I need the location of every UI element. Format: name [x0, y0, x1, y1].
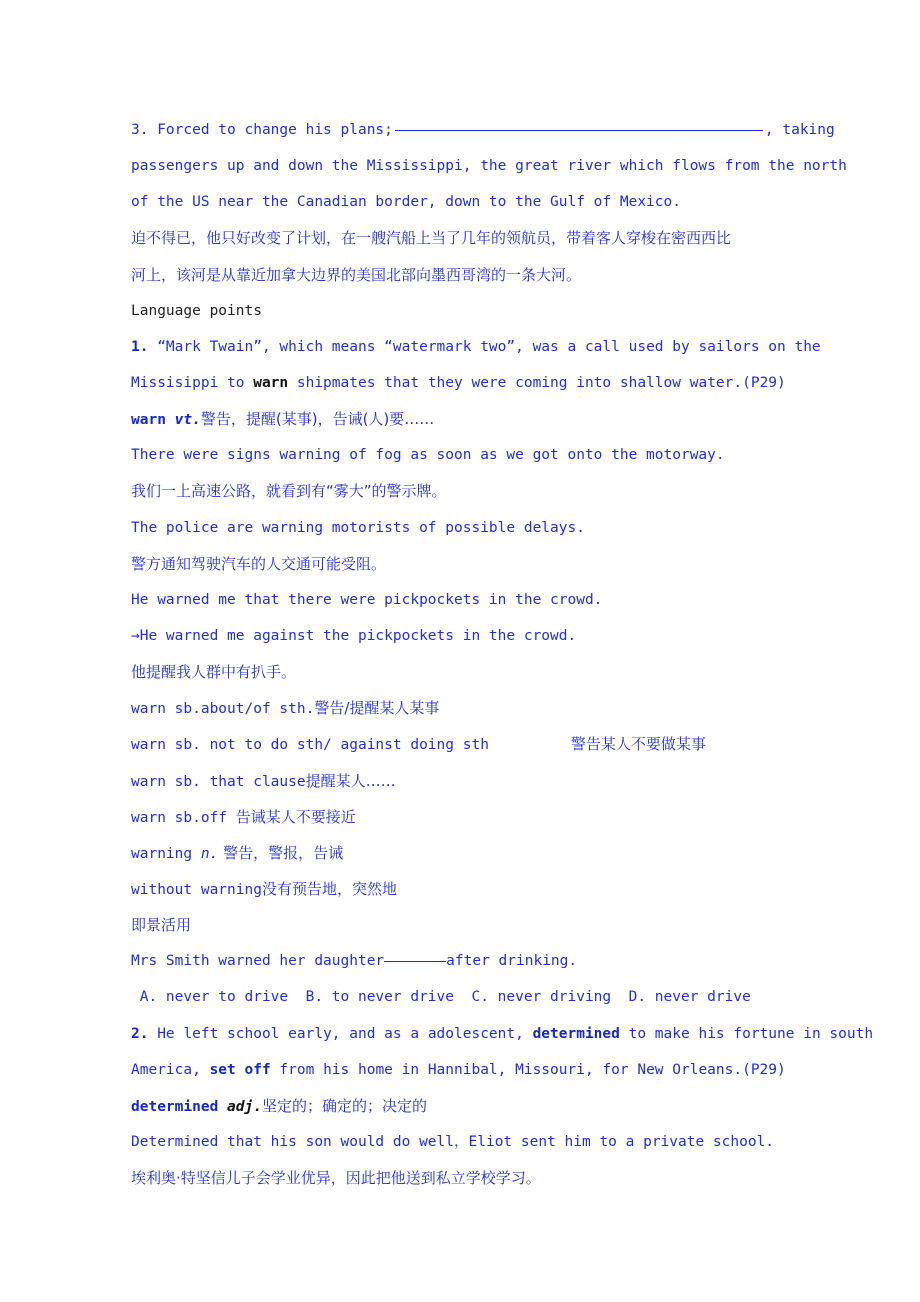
phrase-line: [131, 690, 831, 726]
example-en: Determined that his son would do well，Eliot sent him to a private school.: [131, 1133, 775, 1150]
point1-line2: [131, 365, 831, 401]
text: they were: [419, 374, 507, 391]
example-zh: 警方通知驾驶汽车的人交通可能受阻。: [131, 554, 387, 573]
example-en: →He warned me against the pickpockets in the crowd.: [131, 627, 577, 644]
example-en: The police are warning motorists of possible delays.: [131, 519, 585, 536]
definition-zh: 警告，提醒(某事)，告诫(人)要……: [200, 410, 435, 429]
section3-zh2: 河上，该河是从靠近加拿大边界的美国北部向墨西哥湾的一条大河。: [131, 265, 582, 284]
text: from his home in Hannibal, Missouri, for New Orleans.(P29): [270, 1061, 786, 1078]
point1-line1: [131, 329, 831, 365]
point1-definition: [131, 401, 831, 437]
text: America,: [131, 1061, 210, 1078]
definition-zh: 坚定的；确定的；决定的: [261, 1096, 427, 1115]
text: coming into shallow water.(P29): [506, 374, 786, 391]
phrase-zh: 提醒某人……: [305, 771, 396, 790]
phrase-en: warn sb.off: [131, 809, 236, 826]
answer-blank: [395, 129, 763, 131]
text: to make his fortune in south: [619, 1025, 874, 1042]
section3-line1: [131, 112, 835, 148]
practice-options: A. never to drive B. to never drive C. never driving D. never drive: [131, 989, 751, 1006]
example-en: He warned me that there were pickpockets in the crowd.: [131, 591, 603, 608]
practice-question: [131, 943, 831, 979]
point-number: 2.: [131, 1025, 149, 1042]
point2-line1: [131, 1016, 874, 1052]
text: “Mark Twain”, which means “watermark two”, was a call used by sailors on the: [148, 338, 821, 355]
section3-zh1: 迫不得已，他只好改变了计划，在一艘汽船上当了几年的领航员，带着客人穿梭在密西西比: [131, 229, 732, 248]
point2-line2: [131, 1052, 831, 1088]
phrase-line: [131, 799, 831, 835]
phrase-zh: 没有预告地，突然地: [261, 879, 397, 898]
example-en: There were signs warning of fog as soon as we got onto the motorway.: [131, 447, 725, 464]
point2-definition: [131, 1088, 831, 1124]
text: He left school early, and as a adolescent,: [148, 1025, 533, 1042]
phrase-en: warn sb.about/of sth.: [131, 701, 315, 718]
text: after drinking.: [446, 953, 578, 970]
answer-blank: [384, 960, 446, 962]
keyword: determined: [131, 1098, 228, 1115]
phrase-line: [131, 763, 831, 799]
keyword: warn: [253, 374, 289, 391]
example-zh: 埃利奥·特坚信儿子会学业优异，因此把他送到私立学校学习。: [131, 1169, 541, 1188]
phrase-en: without warning: [131, 881, 262, 898]
section-heading: Language points: [131, 302, 262, 319]
text: Missisippi to: [131, 374, 254, 391]
phrase-line: [131, 726, 831, 762]
part-of-speech: n.: [200, 845, 219, 862]
practice-label: 即景活用: [131, 916, 192, 935]
phrase-zh: 警告/提醒某人某事: [314, 699, 440, 718]
part-of-speech: vt.: [174, 412, 201, 429]
text: shipmates that: [288, 374, 420, 391]
text: , taking: [764, 122, 835, 138]
text: Mrs Smith warned her daughter: [131, 953, 385, 970]
part-of-speech: adj.: [227, 1098, 262, 1115]
keyword: warn: [131, 412, 175, 429]
phrase-zh: 警告某人不要做某事: [570, 735, 706, 754]
phrase-line: [131, 835, 831, 871]
section3-line3: of the US near the Canadian border, down to the Gulf of Mexico.: [131, 194, 681, 211]
section3-line2: passengers up and down the Mississippi, the great river which flows from the north: [131, 158, 847, 175]
phrase-en: warn sb. that clause: [131, 773, 306, 790]
text: 3. Forced to change his plans;: [131, 122, 393, 138]
keyword: set off: [209, 1061, 271, 1078]
phrase-zh: 警告，警报，告诫: [218, 843, 344, 862]
point-number: 1.: [131, 338, 149, 355]
keyword: determined: [532, 1025, 620, 1042]
document-page: [131, 112, 874, 1196]
phrase-en: warn sb. not to do sth/ against doing sth: [131, 737, 489, 754]
example-zh: 他提醒我人群中有扒手。: [131, 663, 297, 682]
phrase-line: [131, 871, 831, 907]
phrase-zh: 告诫某人不要接近: [235, 807, 356, 826]
example-zh: 我们一上高速公路，就看到有“雾大”的警示牌。: [131, 482, 447, 501]
phrase-en: warning: [131, 845, 201, 862]
